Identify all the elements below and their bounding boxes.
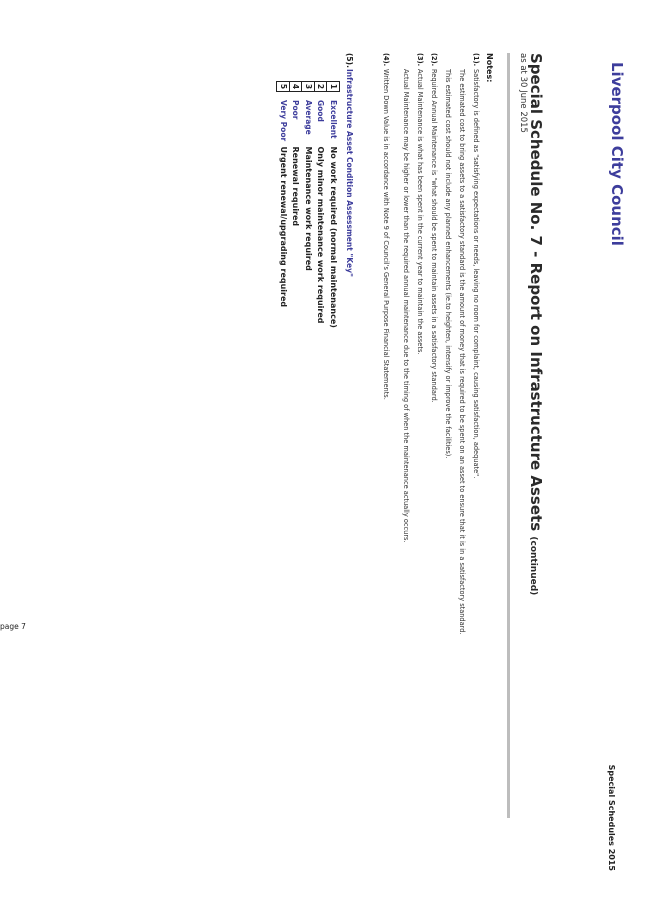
page-title-text: Special Schedule No. 7 - Report on Infrastructure Assets xyxy=(527,53,545,532)
note-1-cont-b xyxy=(444,53,452,458)
key-row xyxy=(302,82,315,328)
note-text: Actual Maintenance is what has been spent in the current year to maintain the assets. xyxy=(416,69,424,355)
key-row xyxy=(315,82,328,328)
section-label: Special Schedules 2015 xyxy=(607,764,616,871)
key-row xyxy=(277,82,290,328)
key-row-description: Maintenance work required xyxy=(303,146,313,271)
key-row-label: Very Poor xyxy=(278,100,288,142)
divider xyxy=(507,53,510,818)
key-row-description: No work required (normal maintenance) xyxy=(328,146,338,328)
key-row-label: Average xyxy=(303,100,313,135)
note-number: (2). xyxy=(430,53,438,67)
key-row-label: Excellent xyxy=(328,100,338,139)
key-row-number: 1 xyxy=(327,82,340,92)
key-row-number: 2 xyxy=(315,82,328,92)
note-number: (1). xyxy=(472,53,480,67)
note-number: (3). xyxy=(416,53,424,67)
note-3-cont xyxy=(402,53,410,543)
notes-heading: Notes: xyxy=(485,53,494,83)
note-text: Required Annual Maintenance is "what should be spent to maintain assets in a satisfactory standard. xyxy=(430,69,438,403)
key-row-label: Good xyxy=(316,100,326,122)
note-text: This estimated cost should not include any planned enhancements (ie.to heighten, intensify or improve the facilities). xyxy=(444,69,452,459)
note-2 xyxy=(430,53,438,403)
key-row-description: Urgent renewal/upgrading required xyxy=(278,146,288,308)
note-3 xyxy=(416,53,424,354)
title-continued: (continued) xyxy=(528,536,538,596)
note-text: Actual Maintenance may be higher or lower than the required annual maintenance due to the timing of when the maintenance actually occurs. xyxy=(402,69,410,543)
council-name: Liverpool City Council xyxy=(608,62,626,246)
note-text: Written Down Value is in accordance with Note 9 of Council's General Purpose Financial Statements. xyxy=(382,69,390,400)
note-text: The estimated cost to bring assets to a satisfactory standard is the amount of money that is required to be spent on an asset to ensure that it is in a satisfactory standard. xyxy=(458,69,466,635)
condition-key-table xyxy=(277,81,341,328)
page-subtitle: as at 30 June 2015 xyxy=(518,53,528,133)
note-1 xyxy=(472,53,480,478)
key-row-number: 5 xyxy=(277,82,290,92)
key-heading xyxy=(345,53,354,277)
key-row xyxy=(290,82,303,328)
key-row-number: 3 xyxy=(302,82,315,92)
key-row-label: Poor xyxy=(291,100,301,120)
note-4 xyxy=(382,53,390,400)
key-number: (5). xyxy=(345,53,354,68)
note-1-cont-a xyxy=(458,53,466,635)
page-title xyxy=(527,53,545,595)
note-text: Satisfactory is defined as "satisfying expectations or needs, leaving no room for complaint, causing satisfaction, adequate". xyxy=(472,69,480,479)
key-row-number: 4 xyxy=(290,82,303,92)
key-row xyxy=(327,82,340,328)
key-row-description: Only minor maintenance work required xyxy=(316,146,326,324)
key-row-description: Renewal required xyxy=(291,146,301,227)
note-number: (4). xyxy=(382,53,390,67)
page-number: page 7 xyxy=(0,622,26,631)
key-heading-text: Infrastructure Asset Condition Assessment "Key" xyxy=(345,69,354,277)
